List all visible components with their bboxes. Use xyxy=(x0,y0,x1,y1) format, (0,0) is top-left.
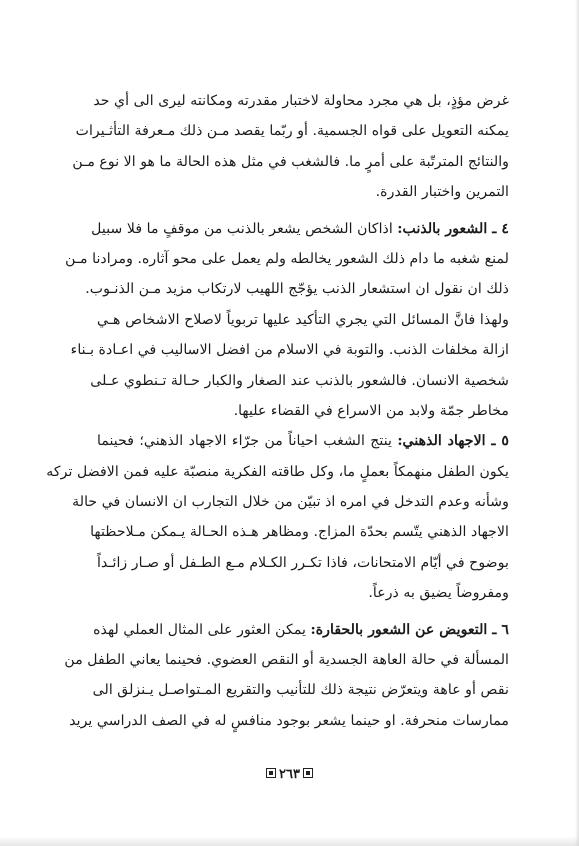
paragraph-line: ازالة مخلفات الذنب. والتوبة في الاسلام من افضل الاساليب في اعـادة بـناء xyxy=(70,342,509,359)
page-number: ٢٦٣ xyxy=(279,767,300,782)
paragraph-line: لمنع شغبه ما دام ذلك الشعور يخالطه ولم يعمل على محو آثاره. ومرادنا مـن xyxy=(65,250,509,267)
section-4-text: اذاكان الشخص يشعر بالذنب من موقفٍ ما فلا سبيل xyxy=(91,220,398,237)
ornament-icon xyxy=(303,768,313,778)
paragraph-line: التمرين واختبار القدرة. xyxy=(375,184,509,201)
ornament-icon xyxy=(266,768,276,778)
paragraph-line: ومفروضاً يضيق به ذرعاً. xyxy=(368,585,509,602)
paragraph-line: وشأنه وعدم التدخل في امره اذ تبيّن من خلال التجارب ان الانسان في حالة xyxy=(72,494,509,511)
page-footer xyxy=(0,767,579,782)
body-text xyxy=(46,86,509,736)
page-edge-shadow xyxy=(0,836,579,846)
paragraph-line: مخاطر جمّة ولابد من الاسراع في القضاء عليها. xyxy=(233,402,509,419)
paragraph-line: الاجهاد الذهني يتّسم بحدّة المزاج. ومظاهر هـذه الحـالة يـمكن مـلاحظتها xyxy=(90,524,509,541)
section-5-first-line xyxy=(97,426,509,456)
paragraph-line: نقص أو عاهة ويتعرّض نتيجة ذلك للتأنيب والتقريع المـتواصـل يـنزلق الى xyxy=(92,682,509,699)
section-4-first-line xyxy=(91,214,509,244)
paragraph-line: يكون الطفل منهمكاً بعملٍ ما، وكل طاقته الفكرية منصبّة عليه فمن الافضل تركه xyxy=(46,463,509,480)
paragraph-line: ولهذا فانَّ المسائل التي يجري التأكيد عليها تربوياً لاصلاح الاشخاص هـي xyxy=(97,311,509,328)
paragraph-line: ذلك ان نقول ان استشعار الذنب يؤجّج اللهيب لارتكاب مزيد مـن الذنـوب. xyxy=(85,281,509,298)
section-5-text: ينتج الشغب احياناً من جرّاء الاجهاد الذهني؛ فحينما xyxy=(97,433,398,450)
page-edge-shadow xyxy=(575,0,579,846)
paragraph-line: شخصية الانسان. فالشعور بالذنب عند الصغار والكبار حـالة تـنطوي عـلى xyxy=(90,372,509,389)
paragraph-line: غرض مؤذٍ، بل هي مجرد محاولة لاختبار مقدرته ومكانته ليرى الى أي حد xyxy=(93,93,509,109)
section-6-first-line xyxy=(93,615,509,645)
paragraph-line: والنتائج المترتّبة على أمرٍ ما. فالشغب في مثل هذه الحالة ما هو الا نوع مـن xyxy=(72,153,509,170)
section-6-heading: ٦ ـ التعويض عن الشعور بالحقارة: xyxy=(310,621,509,638)
paragraph-line: المسألة في حالة العاهة الجسدية أو النقص العضوي. فحينما يعاني الطفل من xyxy=(64,652,509,669)
paragraph-line: يمكنه التعويل على قواه الجسمية. أو ربّما يقصد مـن ذلك مـعرفة التأثـيرات xyxy=(75,123,509,140)
section-4-heading: ٤ ـ الشعور بالذنب: xyxy=(397,220,509,237)
section-5-heading: ٥ ـ الاجهاد الذهني: xyxy=(397,433,509,450)
paragraph-line: بوضوح في أيّام الامتحانات، فاذا تكـرر الكـلام مـع الطـفل أو صـار زائـداً xyxy=(97,554,509,571)
paragraph-line: ممارسات منحرفة. او حينما يشعر بوجود منافسٍ له في الصف الدراسي يريد xyxy=(69,712,509,729)
section-6-text: يمكن العثور على المثال العملي لهذه xyxy=(93,621,311,638)
